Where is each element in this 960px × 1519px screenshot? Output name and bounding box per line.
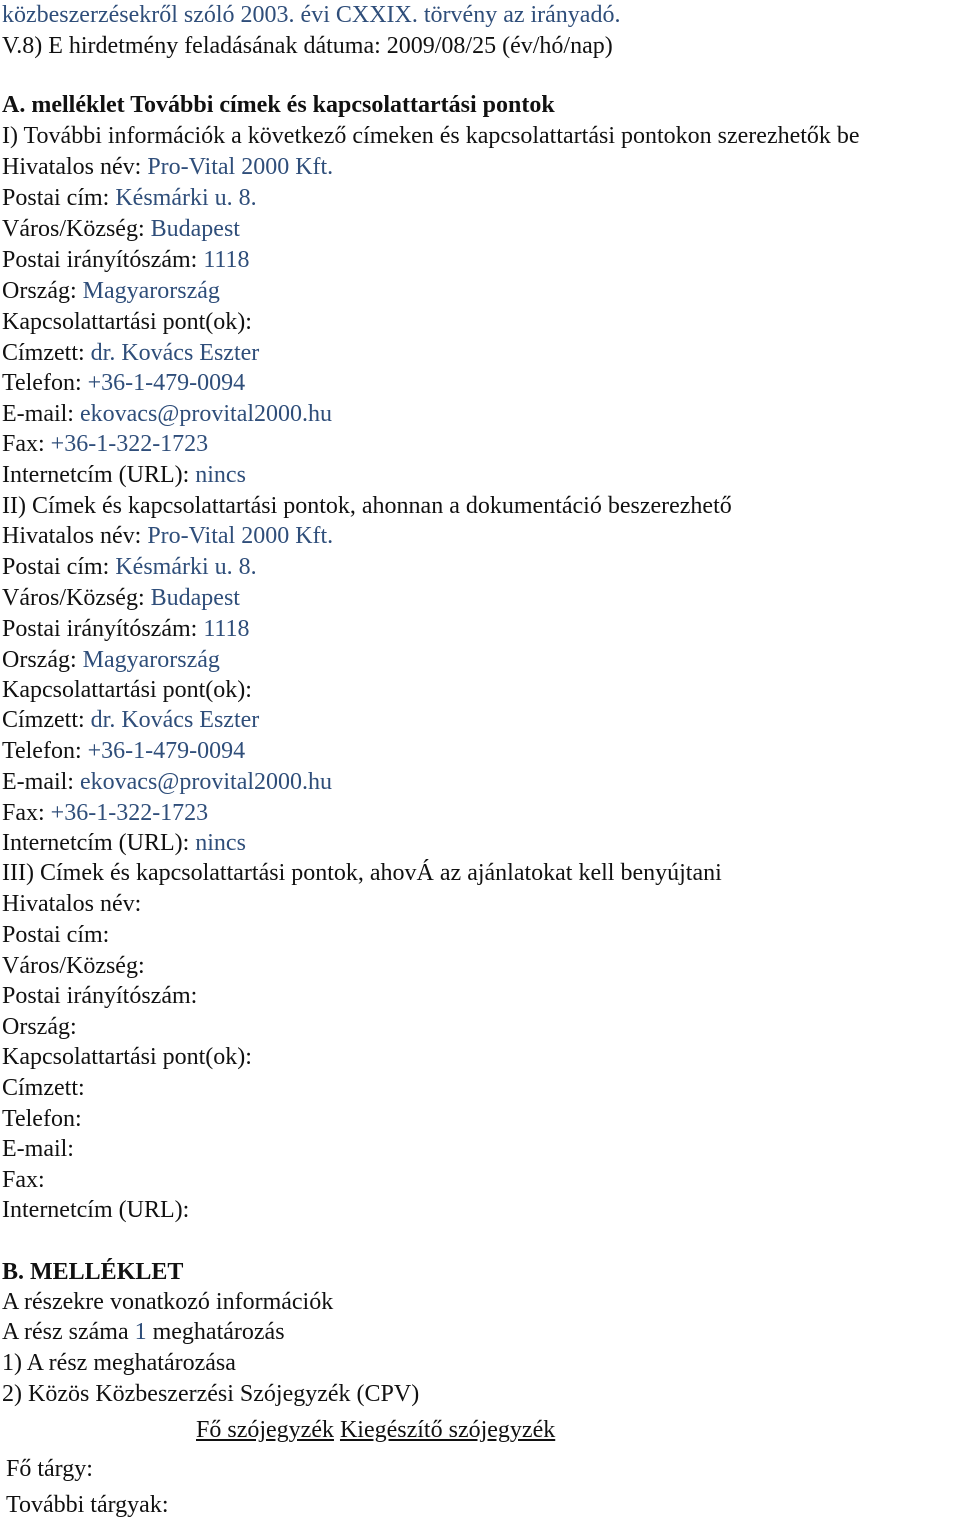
s2-phone-value: +36-1-479-0094 [87,738,246,764]
s3-country-label: Ország: [2,1014,77,1040]
section-2-heading: II) Címek és kapcsolattartási pontok, ahonnan a dokumentáció beszerezhető [2,493,732,519]
law-reference-line: közbeszerzésekről szóló 2003. évi CXXIX. törvény az irányadó. [2,2,621,28]
s1-addressee [2,339,259,367]
s1-url-value: nincs [195,462,246,488]
s2-postal-code-value: 1118 [203,616,250,642]
s1-fax [2,430,208,458]
s1-url-label: Internetcím (URL): [2,462,190,488]
part-number-label: A rész száma [2,1319,129,1345]
part-definition-heading: 1) A rész meghatározása [2,1350,236,1376]
s2-addressee [2,706,259,734]
s1-postal-code [2,246,250,274]
s2-city-value: Budapest [150,585,240,611]
s1-phone-label: Telefon: [2,370,82,396]
s3-addressee-label: Címzett: [2,1075,85,1101]
s1-phone [2,369,245,397]
s2-fax-value: +36-1-322-1723 [50,800,209,826]
s2-postal-code-label: Postai irányítószám: [2,616,198,642]
s1-official-name-value: Pro-Vital 2000 Kft. [147,154,334,180]
notice-date-line: V.8) E hirdetmény feladásának dátuma: 2009/08/25 (év/hó/nap) [2,33,613,59]
s2-city [2,584,240,612]
s2-email-value: ekovacs@provital2000.hu [79,769,333,795]
s1-phone-value: +36-1-479-0094 [87,370,246,396]
s2-fax-label: Fax: [2,800,45,826]
s1-email-value: ekovacs@provital2000.hu [79,401,333,427]
cpv-heading: 2) Közös Közbeszerzési Szójegyzék (CPV) [2,1381,420,1407]
s2-addressee-label: Címzett: [2,707,85,733]
s2-postal-code [2,615,250,643]
s2-email [2,768,332,796]
main-vocabulary-link[interactable]: Fő szójegyzék [196,1417,334,1443]
section-1-heading: I) További információk a következő címeken és kapcsolattartási pontokon szerezhetők be [2,123,860,149]
s2-postal-address-label: Postai cím: [2,554,110,580]
annex-b-subtitle: A részekre vonatkozó információk [2,1289,334,1315]
s1-country-label: Ország: [2,278,77,304]
s2-addressee-value: dr. Kovács Eszter [90,707,260,733]
s3-city-label: Város/Község: [2,953,145,979]
part-number-line [2,1318,285,1346]
s1-country-value: Magyarország [82,278,220,304]
s1-city-value: Budapest [150,216,240,242]
section-3-heading: III) Címek és kapcsolattartási pontok, ahovÁ az ajánlatokat kell benyújtani [2,860,722,886]
annex-a-title: A. melléklet További címek és kapcsolattartási pontok [2,92,555,118]
s1-postal-code-label: Postai irányítószám: [2,247,198,273]
s3-email-label: E-mail: [2,1136,74,1162]
s1-email [2,400,332,428]
s1-official-name [2,153,333,181]
s2-contact-points-label: Kapcsolattartási pont(ok): [2,677,252,703]
main-object-label: Fő tárgy: [6,1456,93,1482]
s2-url-value: nincs [195,830,246,856]
s2-postal-address-value: Késmárki u. 8. [115,554,257,580]
s1-addressee-value: dr. Kovács Eszter [90,340,260,366]
s1-url [2,461,246,489]
s2-official-name-label: Hivatalos név: [2,523,142,549]
s1-postal-code-value: 1118 [203,247,250,273]
s3-contact-points-label: Kapcsolattartási pont(ok): [2,1044,252,1070]
annex-b-title: B. MELLÉKLET [2,1259,184,1285]
part-number-suffix: meghatározás [152,1319,285,1345]
s1-official-name-label: Hivatalos név: [2,154,142,180]
part-number-value: 1 [134,1319,147,1345]
s2-postal-address [2,553,257,581]
s1-fax-label: Fax: [2,431,45,457]
s1-email-label: E-mail: [2,401,74,427]
s2-country-value: Magyarország [82,647,220,673]
s2-fax [2,799,208,827]
s2-phone-label: Telefon: [2,738,82,764]
s1-city [2,215,240,243]
cpv-column-headers [196,1416,555,1444]
s2-official-name-value: Pro-Vital 2000 Kft. [147,523,334,549]
s1-addressee-label: Címzett: [2,340,85,366]
additional-objects-label: További tárgyak: [6,1492,169,1518]
s3-postal-code-label: Postai irányítószám: [2,983,198,1009]
s3-fax-label: Fax: [2,1167,45,1193]
supplementary-vocabulary-link[interactable]: Kiegészítő szójegyzék [339,1417,556,1443]
s2-phone [2,737,245,765]
s1-postal-address-label: Postai cím: [2,185,110,211]
s1-country [2,277,220,305]
s2-city-label: Város/Község: [2,585,145,611]
s2-email-label: E-mail: [2,769,74,795]
s2-url-label: Internetcím (URL): [2,830,190,856]
s2-url [2,829,246,857]
s3-url-label: Internetcím (URL): [2,1197,190,1223]
s1-fax-value: +36-1-322-1723 [50,431,209,457]
s1-contact-points-label: Kapcsolattartási pont(ok): [2,309,252,335]
s1-city-label: Város/Község: [2,216,145,242]
s3-postal-address-label: Postai cím: [2,922,110,948]
s2-country-label: Ország: [2,647,77,673]
s2-official-name [2,522,333,550]
s3-phone-label: Telefon: [2,1106,82,1132]
s1-postal-address-value: Késmárki u. 8. [115,185,257,211]
s1-postal-address [2,184,257,212]
s2-country [2,646,220,674]
s3-official-name-label: Hivatalos név: [2,891,142,917]
